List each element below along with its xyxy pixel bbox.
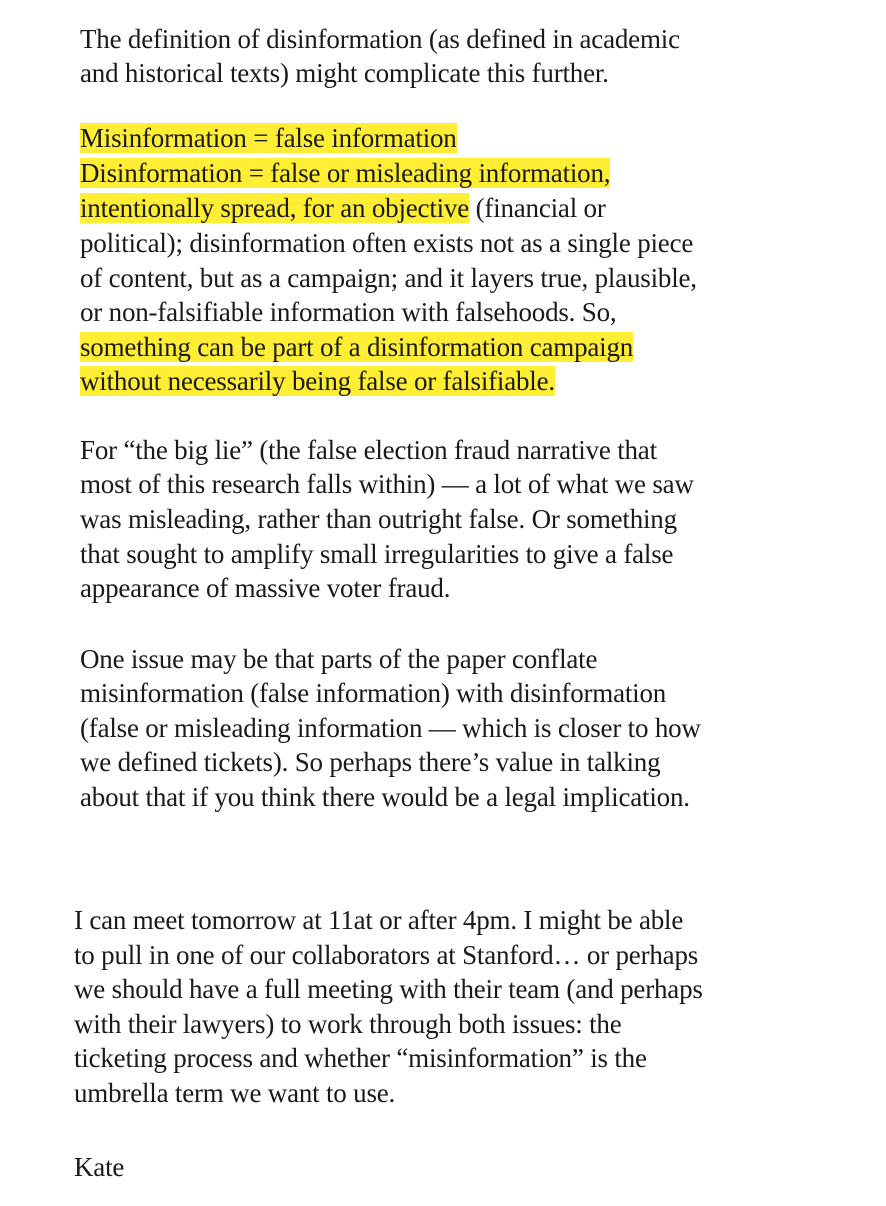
text-line: we should have a full meeting with their team (and perhaps <box>74 974 703 1004</box>
highlighted-text: intentionally spread, for an objective <box>80 193 470 223</box>
text-line <box>80 191 606 225</box>
text-line: (false or misleading information — which is closer to how <box>80 713 701 743</box>
highlighted-text: something can be part of a disinformation campaign <box>80 332 634 362</box>
text-line <box>80 330 633 364</box>
highlighted-text: Misinformation = false information <box>80 123 457 153</box>
text-line <box>80 364 555 398</box>
text-line <box>80 121 457 155</box>
text-line <box>80 156 610 190</box>
plain-text: (financial or <box>469 193 606 223</box>
text-line: I can meet tomorrow at 11at or after 4pm. I might be able <box>74 905 684 935</box>
text-line: For “the big lie” (the false election fraud narrative that <box>80 435 657 465</box>
text-line: umbrella term we want to use. <box>74 1078 396 1108</box>
text-line: about that if you think there would be a legal implication. <box>80 782 690 812</box>
text-line: with their lawyers) to work through both issues: the <box>74 1009 622 1039</box>
text-line: we defined tickets). So perhaps there’s value in talking <box>80 747 661 777</box>
text-line: The definition of disinformation (as defined in academic <box>80 24 680 54</box>
text-line: of content, but as a campaign; and it layers true, plausible, <box>80 263 697 293</box>
text-line: and historical texts) might complicate this further. <box>80 58 609 88</box>
text-line: political); disinformation often exists not as a single piece <box>80 228 694 258</box>
signature: Kate <box>74 1152 125 1182</box>
text-line: One issue may be that parts of the paper conflate <box>80 644 598 674</box>
text-line: misinformation (false information) with disinformation <box>80 678 667 708</box>
text-line: appearance of massive voter fraud. <box>80 573 451 603</box>
text-line: most of this research falls within) — a lot of what we saw <box>80 469 694 499</box>
text-line: to pull in one of our collaborators at Stanford… or perhaps <box>74 940 699 970</box>
text-line: or non-falsifiable information with falsehoods. So, <box>80 297 617 327</box>
text-line: was misleading, rather than outright false. Or something <box>80 504 677 534</box>
highlighted-text: . <box>548 366 555 396</box>
highlighted-text: Disinformation = false or misleading information, <box>80 158 611 188</box>
text-line: that sought to amplify small irregularities to give a false <box>80 539 674 569</box>
highlighted-text: without necessarily being false or falsifiable <box>80 366 549 396</box>
text-line: ticketing process and whether “misinformation” is the <box>74 1043 647 1073</box>
